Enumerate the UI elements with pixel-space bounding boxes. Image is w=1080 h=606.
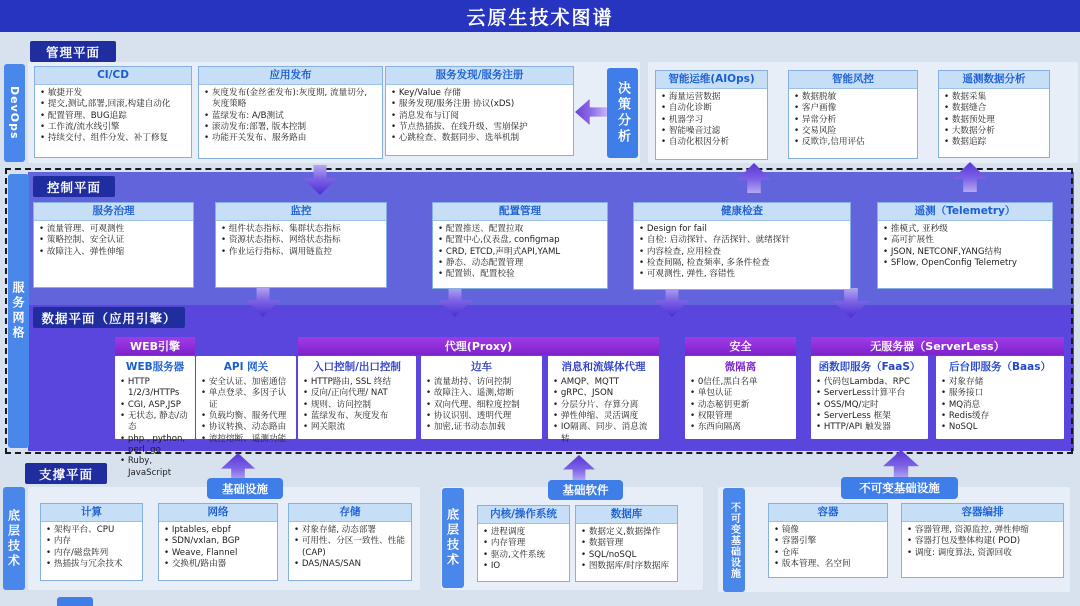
box-title: 微隔离 <box>724 361 757 373</box>
list-item: • 策略控制、安全认证 <box>39 235 189 246</box>
list-item: • 调度: 调度算法, 资源回收 <box>907 548 1059 559</box>
list-item: • 静态、动态配置管理 <box>438 258 603 269</box>
box-title: 服务治理 <box>34 203 193 221</box>
list-item: • 机器学习 <box>661 115 763 126</box>
box-baas <box>936 356 1064 439</box>
box-title: WEB服务器 <box>125 361 185 373</box>
list-item: • IO <box>483 561 565 572</box>
list-item: • 可用性、分区一致性、性能(CAP) <box>294 536 407 559</box>
list-item: • 节点热插拔、在线升级、雪崩保护 <box>391 122 569 133</box>
list-item: • 检查间隔, 检查频率, 多条件检查 <box>639 258 846 269</box>
box-item-list <box>581 527 673 572</box>
box-title: 消息和流媒体代理 <box>561 361 646 373</box>
security-group-header: 安全 <box>685 337 796 355</box>
box-sidecar <box>421 356 542 439</box>
list-item: • HTTP路由, SSL 终结 <box>303 377 412 388</box>
box-title: 服务发现/服务注册 <box>386 67 573 85</box>
list-item: • 代码包Lambda、RPC <box>816 377 924 388</box>
box-app-release <box>198 66 383 159</box>
box-config <box>432 202 608 289</box>
box-item-list <box>553 377 655 445</box>
list-item: • SFlow, OpenConfig Telemetry <box>883 258 1048 269</box>
list-item: • 容器引擎 <box>774 536 883 547</box>
list-item: • 配置管理、BUG追踪 <box>40 111 187 122</box>
list-item: • 加密,证书动态加载 <box>426 422 538 433</box>
box-item-list <box>164 525 273 570</box>
list-item: • 交易风险 <box>794 126 913 137</box>
box-governance <box>33 202 194 288</box>
list-item: • 对象存储 <box>941 377 1060 388</box>
box-title: 内核/操作系统 <box>478 506 569 524</box>
decision-analysis-bar: 决策分析 <box>607 68 638 158</box>
box-storage <box>288 503 412 581</box>
list-item: • 权限管理 <box>690 411 792 422</box>
list-item: • 提交,测试,部署,回滚,构建自动化 <box>40 99 187 110</box>
box-health <box>633 202 851 290</box>
box-telemetry <box>877 202 1053 289</box>
box-web-server <box>115 356 195 478</box>
list-item: • 无状态, 静态/动态 <box>120 411 191 434</box>
service-mesh-bar: 服务网格 <box>8 174 29 448</box>
list-item: • IO隔离、同步、消息流转 <box>553 422 655 445</box>
box-ingress <box>298 356 416 439</box>
list-item: • 工作流/流水线引擎 <box>40 122 187 133</box>
list-item: • Redis缓存 <box>941 411 1060 422</box>
devops-bar: DevOps <box>4 64 25 162</box>
box-database <box>575 505 678 582</box>
list-item: • 驱动,文件系统 <box>483 550 565 561</box>
base-software-badge: 基础软件 <box>548 480 623 500</box>
proxy-group-header: 代理(Proxy) <box>298 337 659 355</box>
list-item: • 容器管理, 资源监控, 弹性伸缩 <box>907 525 1059 536</box>
box-title: 计算 <box>41 504 142 522</box>
box-item-list <box>120 377 191 479</box>
list-item: • 双向代理、细粒度控制 <box>426 400 538 411</box>
list-item: • DAS/NAS/SAN <box>294 559 407 570</box>
box-item-list <box>201 377 292 445</box>
page-title: 云原生技术图谱 <box>466 6 614 29</box>
list-item: • 智能噪音过滤 <box>661 126 763 137</box>
list-item: • 敏捷开发 <box>40 88 187 99</box>
list-item: • 配置中心,仪表盘, configmap <box>438 235 603 246</box>
box-telemetry-analysis <box>938 70 1050 158</box>
immutable-infra-badge: 不可变基础设施 <box>841 477 958 499</box>
box-item-list <box>221 224 382 258</box>
list-item: • 进程调度 <box>483 527 565 538</box>
list-item: • 内容检查, 应用检查 <box>639 247 846 258</box>
up-arrow-icon <box>563 455 595 481</box>
box-container <box>768 503 888 578</box>
list-item: • 灰度发布(金丝雀发布):灰度期, 流量切分, 灰度策略 <box>204 88 378 111</box>
box-title: 后台即服务（Baas） <box>949 361 1051 373</box>
list-item: • Iptables, ebpf <box>164 525 273 536</box>
list-item: • 数据定义,数据操作 <box>581 527 673 538</box>
box-item-list <box>426 377 538 434</box>
list-item: • 数据管理 <box>581 538 673 549</box>
box-title: 容器 <box>769 504 887 522</box>
list-item: • 数据追踪 <box>944 137 1045 148</box>
data-plane-label: 数据平面（应用引擎） <box>33 307 185 328</box>
list-item: • 配置推送、配置拉取 <box>438 224 603 235</box>
list-item: • 数据缝合 <box>944 103 1045 114</box>
list-item: • 规则、访问控制 <box>303 400 412 411</box>
box-item-list <box>39 224 189 258</box>
list-item: • 仓库 <box>774 548 883 559</box>
list-item: • 配置锁、配置校验 <box>438 269 603 280</box>
list-item: • 消息发布与订阅 <box>391 111 569 122</box>
cropped-bottom-element <box>57 597 93 606</box>
list-item: • 网关限流 <box>303 422 412 433</box>
list-item: • NoSQL <box>941 422 1060 433</box>
list-item: • 推模式, 亚秒级 <box>883 224 1048 235</box>
list-item: • Weave, Flannel <box>164 548 273 559</box>
list-item: • 数据预处理 <box>944 115 1045 126</box>
list-item: • 动态秘钥更新 <box>690 400 792 411</box>
list-item: • Key/Value 存储 <box>391 88 569 99</box>
box-title: 遥测数据分析 <box>939 71 1049 89</box>
list-item: • CGI, ASP,JSP <box>120 400 191 411</box>
box-title: 智能风控 <box>789 71 917 89</box>
box-item-list <box>941 377 1060 434</box>
list-item: • 持续交付、组件分发、补丁修复 <box>40 133 187 144</box>
list-item: • 安全认证、加密通信 <box>201 377 292 388</box>
list-item: • 组件状态指标、集群状态指标 <box>221 224 382 235</box>
box-title: 边车 <box>471 361 492 373</box>
list-item: • 作业运行指标、调用链监控 <box>221 247 382 258</box>
list-item: • 服务发现/服务注册 协议(xDS) <box>391 99 569 110</box>
box-item-list <box>816 377 924 434</box>
list-item: • HTTP 1/2/3/HTTPs <box>120 377 191 400</box>
list-item: • 版本管理、名空间 <box>774 559 883 570</box>
list-item: • OSS/MQ/定时 <box>816 400 924 411</box>
list-item: • 资源状态指标、网络状态指标 <box>221 235 382 246</box>
list-item: • 分层分片、存算分离 <box>553 400 655 411</box>
list-item: • 负载均衡、服务代理 <box>201 411 292 422</box>
list-item: • 客户画像 <box>794 103 913 114</box>
box-title: 数据库 <box>576 506 677 524</box>
list-item: • 0信任,黑白名单 <box>690 377 792 388</box>
list-item: • 流控熔断、遥测功能 <box>201 434 292 445</box>
list-item: • 自动化根因分析 <box>661 137 763 148</box>
box-title: 函数即服务（FaaS） <box>818 361 921 373</box>
list-item: • 对象存储, 动态部署 <box>294 525 407 536</box>
box-title: 应用发布 <box>199 67 382 85</box>
box-item-list <box>944 92 1045 149</box>
list-item: • 服务接口 <box>941 388 1060 399</box>
box-aiops <box>655 70 768 160</box>
box-service-discovery <box>385 66 574 156</box>
box-item-list <box>438 224 603 281</box>
list-item: • 流量劫持、访问控制 <box>426 377 538 388</box>
box-item-list <box>661 92 763 149</box>
box-title: 入口控制/出口控制 <box>313 361 401 373</box>
list-item: • 滚动发布:部署, 版本控制 <box>204 122 378 133</box>
management-plane-label: 管理平面 <box>30 41 116 62</box>
up-arrow-icon <box>883 450 919 479</box>
list-item: • SQL/noSQL <box>581 550 673 561</box>
box-item-list <box>883 224 1048 269</box>
list-item: • 流量管理、可观测性 <box>39 224 189 235</box>
list-item: • 反欺诈,信用评估 <box>794 137 913 148</box>
list-item: • 蓝绿发布: A/B测试 <box>204 111 378 122</box>
list-item: • 数据脱敏 <box>794 92 913 103</box>
list-item: • 东西向隔离 <box>690 422 792 433</box>
box-title: 存储 <box>289 504 411 522</box>
list-item: • 心跳检查、数据同步、选举机制 <box>391 133 569 144</box>
list-item: • 海量运营数据 <box>661 92 763 103</box>
list-item: • 内存 <box>46 536 138 547</box>
list-item: • 异常分析 <box>794 115 913 126</box>
list-item: • ServerLess计算平台 <box>816 388 924 399</box>
box-item-list <box>303 377 412 434</box>
box-faas <box>811 356 928 439</box>
list-item: • 协议识别、透明代理 <box>426 411 538 422</box>
list-item: • 弹性伸缩、灵活调度 <box>553 411 655 422</box>
list-item: • 高可扩展性 <box>883 235 1048 246</box>
list-item: • 热插拔与冗余技术 <box>46 559 138 570</box>
box-item-list <box>690 377 792 434</box>
list-item: • SDN/vxlan, BGP <box>164 536 273 547</box>
box-micro-seg <box>685 356 796 439</box>
infra-tech-bar-left: 底层技术 <box>3 487 25 590</box>
title-banner <box>0 0 1080 32</box>
up-arrow-icon <box>221 453 255 481</box>
box-item-list <box>483 527 565 572</box>
box-msg-proxy <box>548 356 659 444</box>
list-item: • 协议转换、动态路由 <box>201 422 292 433</box>
box-orchestration <box>901 503 1064 578</box>
box-kernel <box>477 505 570 582</box>
box-monitoring <box>215 202 387 288</box>
list-item: • 蓝绿发布、灰度发布 <box>303 411 412 422</box>
list-item: • 反向/正向代理/ NAT <box>303 388 412 399</box>
list-item: • gRPC、JSON <box>553 388 655 399</box>
box-compute <box>40 503 143 581</box>
box-item-list <box>794 92 913 149</box>
infrastructure-badge: 基础设施 <box>207 478 283 499</box>
box-network <box>158 503 278 581</box>
box-title: 智能运维(AIOps) <box>656 71 767 89</box>
infra-tech-bar-mid: 底层技术 <box>442 488 464 588</box>
list-item: • Ruby, JavaScript <box>120 456 191 479</box>
list-item: • 数据采集 <box>944 92 1045 103</box>
list-item: • JSON, NETCONF,YANG结构 <box>883 247 1048 258</box>
list-item: • 内存/磁盘阵列 <box>46 548 138 559</box>
box-item-list <box>639 224 846 281</box>
web-engine-group-header: WEB引擎 <box>115 337 195 355</box>
list-item: • AMQP、MQTT <box>553 377 655 388</box>
list-item: • 大数据分析 <box>944 126 1045 137</box>
list-item: • 容器打包及整体构建( POD) <box>907 536 1059 547</box>
list-item: • 功能开关发布、服务路由 <box>204 133 378 144</box>
list-item: • 架构平台、CPU <box>46 525 138 536</box>
serverless-group-header: 无服务器（ServerLess） <box>811 337 1064 355</box>
box-title: CI/CD <box>35 67 191 85</box>
list-item: • 图数据库/时序数据库 <box>581 561 673 572</box>
list-item: • CRD, ETCD,声明式API,YAML <box>438 247 603 258</box>
box-risk <box>788 70 918 159</box>
list-item: • MQ消息 <box>941 400 1060 411</box>
box-title: 配置管理 <box>433 203 607 221</box>
list-item: • 自检: 启动探针、存活探针、就绪探针 <box>639 235 846 246</box>
box-title: 容器编排 <box>902 504 1063 522</box>
list-item: • php , python, perl, go <box>120 434 191 457</box>
box-item-list <box>294 525 407 570</box>
list-item: • 单点登录、多因子认证 <box>201 388 292 411</box>
list-item: • 故障注入、遥测,熔断 <box>426 388 538 399</box>
box-cicd <box>34 66 192 158</box>
box-item-list <box>774 525 883 570</box>
box-title: 网络 <box>159 504 277 522</box>
box-item-list <box>204 88 378 145</box>
list-item: • 镜像 <box>774 525 883 536</box>
list-item: • Design for fail <box>639 224 846 235</box>
box-title: 健康检查 <box>634 203 850 221</box>
box-api-gateway <box>196 356 296 444</box>
list-item: • 内存管理 <box>483 538 565 549</box>
box-item-list <box>391 88 569 145</box>
list-item: • 自动化诊断 <box>661 103 763 114</box>
box-title: 监控 <box>216 203 386 221</box>
box-item-list <box>907 525 1059 559</box>
box-item-list <box>46 525 138 570</box>
list-item: • 可观测性, 弹性, 容错性 <box>639 269 846 280</box>
box-title: API 网关 <box>223 361 269 373</box>
list-item: • 故障注入、弹性伸缩 <box>39 247 189 258</box>
list-item: • HTTP/API 触发器 <box>816 422 924 433</box>
list-item: • ServerLess 框架 <box>816 411 924 422</box>
support-plane-label: 支撑平面 <box>25 463 107 484</box>
list-item: • 交换机/路由器 <box>164 559 273 570</box>
box-item-list <box>40 88 187 145</box>
immutable-infra-bar: 不可变基础设施 <box>723 488 745 592</box>
box-title: 遥测（Telemetry） <box>878 203 1052 221</box>
list-item: • 单包认证 <box>690 388 792 399</box>
control-plane-label: 控制平面 <box>33 176 115 197</box>
